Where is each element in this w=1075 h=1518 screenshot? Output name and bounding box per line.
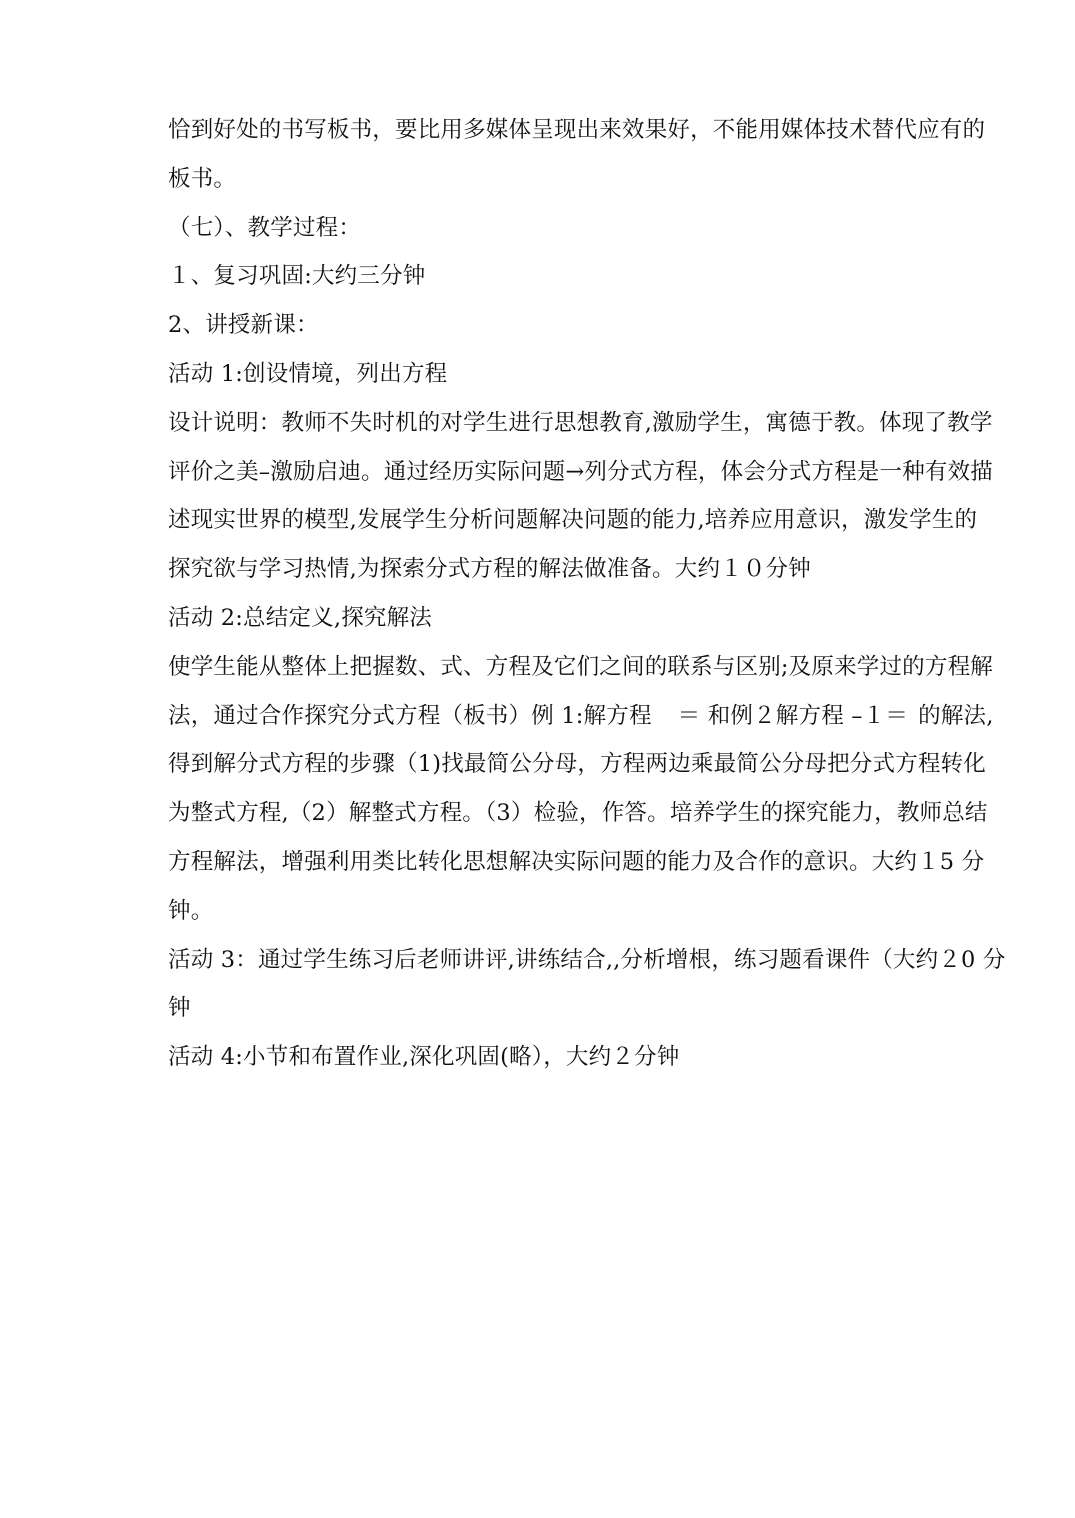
paragraph-line: 钟 [168, 995, 191, 1022]
paragraph-line: 评价之美–激励启迪。通过经历实际问题→列分式方程，体会分式方程是一种有效描 [168, 458, 994, 485]
activity-4-line: 活动 4:小节和布置作业,深化巩固(略），大约２分钟 [168, 1044, 680, 1071]
equation-text-3: 的解法, [918, 702, 994, 729]
paragraph-line: 板书。 [168, 165, 237, 192]
paragraph-line: 方程解法，增强利用类比转化思想解决实际问题的能力及合作的意识。大约１5 分 [168, 848, 985, 875]
section-heading: （七）、教学过程： [168, 214, 362, 241]
paragraph-line: 为整式方程,（2）解整式方程。（3）检验，作答。培养学生的探究能力，教师总结 [168, 800, 988, 827]
paragraph-line: 得到解分式方程的步骤（1)找最简公分母，方程两边乘最简公分母把分式方程转化 [168, 751, 986, 778]
paragraph-line: 恰到好处的书写板书，要比用多媒体呈现出来效果好，不能用媒体技术替代应有的 [168, 117, 986, 143]
equation-text-2: ＝ 和例２解方程 –１＝ [677, 702, 909, 729]
equation-line [168, 692, 1010, 741]
paragraph-line: 钟。 [168, 897, 214, 924]
equation-text-1: 法，通过合作探究分式方程（板书）例 1:解方程 [168, 702, 652, 729]
document-body [168, 106, 1010, 1082]
activity-3-line: 活动 3：通过学生练习后老师讲评,讲练结合,,分析增根，练习题看课件（大约２0 分 [168, 946, 1006, 973]
activity-1-title: 活动 1:创设情境，列出方程 [168, 360, 448, 387]
step-review: １、复习巩固:大约三分钟 [168, 263, 426, 290]
paragraph-line: 述现实世界的模型,发展学生分析问题解决问题的能力,培养应用意识，激发学生的 [168, 507, 978, 534]
paragraph-line: 设计说明：教师不失时机的对学生进行思想教育,激励学生，寓德于教。体现了教学 [168, 409, 993, 436]
step-new-lesson: 2、讲授新课： [168, 312, 319, 339]
paragraph-line: 探究欲与学习热情,为探索分式方程的解法做准备。大约１０分钟 [168, 556, 811, 583]
activity-2-title: 活动 2:总结定义,探究解法 [168, 604, 433, 631]
paragraph-line: 使学生能从整体上把握数、式、方程及它们之间的联系与区别;及原来学过的方程解 [168, 653, 993, 680]
